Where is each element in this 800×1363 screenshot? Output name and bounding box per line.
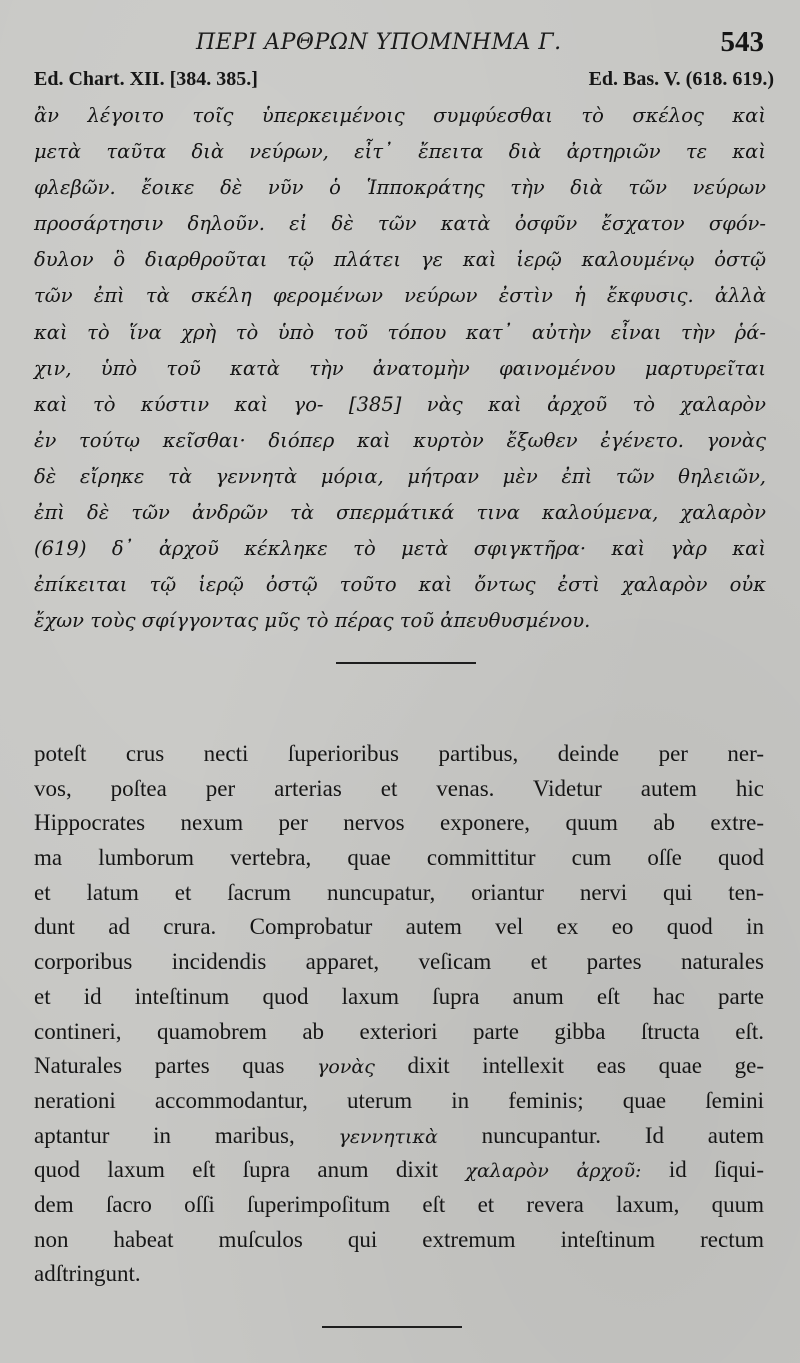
latin-text: id ſiqui- [641, 1157, 764, 1183]
latin-line: corporibus incidendis apparet, veſicam et partes naturales [34, 949, 764, 975]
page-number: 543 [720, 26, 764, 58]
latin-line: contineri, quamobrem ab exteriori parte gibba ſtructa eſt. [34, 1018, 764, 1044]
edition-references [34, 68, 774, 96]
greek-line: καὶ τὸ ἵνα χρὴ τὸ ὑπὸ τοῦ τόπου κατ᾽ αὐτὴν εἶναι τὴν ῥά- [34, 320, 766, 344]
greek-line: δὲ εἴρηκε τὰ γεννητὰ μόρια, μήτραν μὲν ἐπὶ τῶν θηλειῶν, [34, 464, 766, 488]
latin-text: Naturales partes quas [34, 1053, 318, 1079]
greek-term: χαλαρὸν ἀρχοῦ: [465, 1160, 642, 1183]
latin-line [34, 1049, 764, 1084]
running-head: ΠΕΡΙ ΑΡΘΡΩΝ ΥΠΟΜΝΗΜΑ Γ. [196, 30, 562, 55]
latin-text: aptantur in maribus, [34, 1122, 339, 1148]
latin-line: vos, poſtea per arterias et venas. Videtur autem hic [34, 775, 764, 801]
latin-line: dunt ad crura. Comprobatur autem vel ex eo quod in [34, 914, 764, 940]
latin-line: et latum et ſacrum nuncupatur, oriantur nervi qui ten- [34, 879, 764, 905]
greek-line: δυλον ὃ διαρθροῦται τῷ πλάτει γε καὶ ἱερῷ καλουμένῳ ὀστῷ [34, 248, 766, 272]
greek-text-block [34, 98, 766, 639]
section-divider [322, 1326, 462, 1328]
section-divider [336, 662, 476, 664]
latin-line [34, 1119, 764, 1154]
latin-line: et id inteſtinum quod laxum ſupra anum eſt hac parte [34, 983, 764, 1009]
latin-text: dixit intellexit eas quae ge- [374, 1053, 764, 1079]
latin-line [34, 1153, 764, 1188]
latin-line: Hippocrates nexum per nervos exponere, quum ab extre- [34, 810, 764, 836]
greek-line: μετὰ ταῦτα διὰ νεύρων, εἶτ᾽ ἔπειτα διὰ ἀρτηριῶν τε καὶ [34, 140, 766, 164]
greek-term: γονὰς [317, 1056, 375, 1079]
greek-line: χιν, ὑπὸ τοῦ κατὰ τὴν ἀνατομὴν φαινομένου μαρτυρεῖται [34, 356, 766, 380]
greek-line: ἐπὶ δὲ τῶν ἀνδρῶν τὰ σπερμάτικά τινα καλούμενα, χαλαρὸν [34, 501, 766, 525]
greek-line: ἔχων τοὺς σφίγγοντας μῦς τὸ πέρας τοῦ ἀπευθυσμένου. [34, 609, 591, 633]
latin-line: non habeat muſculos qui extremum inteſtinum rectum [34, 1226, 764, 1252]
latin-line: dem ſacro oſſi ſuperimpoſitum eſt et revera laxum, quum [34, 1191, 764, 1217]
latin-line: poteſt crus necti ſuperioribus partibus, deinde per ner- [34, 741, 764, 766]
latin-text: nuncupantur. Id autem [437, 1122, 764, 1148]
greek-line: ἐν τούτῳ κεῖσθαι· διόπερ καὶ κυρτὸν ἔξωθεν ἐγένετο. γονὰς [34, 428, 766, 452]
edition-basel-reference: Ed. Bas. V. (618. 619.) [588, 68, 774, 90]
edition-chart-reference: Ed. Chart. XII. [384. 385.] [34, 68, 258, 90]
greek-line: προσάρτησιν δηλοῦν. εἰ δὲ τῶν κατὰ ὀσφῦν ἔσχατον σφόν- [34, 212, 766, 236]
greek-line: καὶ τὸ κύστιν καὶ γο- [385] νὰς καὶ ἀρχοῦ τὸ χαλαρὸν [34, 392, 766, 416]
greek-line: τῶν ἐπὶ τὰ σκέλη φερομένων νεύρων ἐστὶν ἡ ἔκφυσις. ἀλλὰ [34, 284, 766, 308]
latin-line: nerationi accommodantur, uterum in feminis; quae ſemini [34, 1087, 764, 1113]
greek-line: φλεβῶν. ἔοικε δὲ νῦν ὁ Ἱπποκράτης τὴν διὰ τῶν νεύρων [34, 176, 766, 200]
greek-term: γεννητικὰ [338, 1125, 438, 1148]
greek-line: (619) δ᾽ ἀρχοῦ κέκληκε τὸ μετὰ σφιγκτῆρα· καὶ γὰρ καὶ [34, 537, 766, 561]
greek-line: ἂν λέγοιτο τοῖς ὑπερκειμένοις συμφύεσθαι τὸ σκέλος καὶ [34, 104, 766, 127]
latin-text: quod laxum eſt ſupra anum dixit [34, 1157, 466, 1183]
latin-line: ma lumborum vertebra, quae committitur cum oſſe quod [34, 845, 764, 871]
greek-line: ἐπίκειται τῷ ἱερῷ ὀστῷ τοῦτο καὶ ὄντως ἐστὶ χαλαρὸν οὐκ [34, 573, 766, 597]
latin-line: adſtringunt. [34, 1261, 141, 1287]
latin-text-block [34, 737, 764, 1292]
